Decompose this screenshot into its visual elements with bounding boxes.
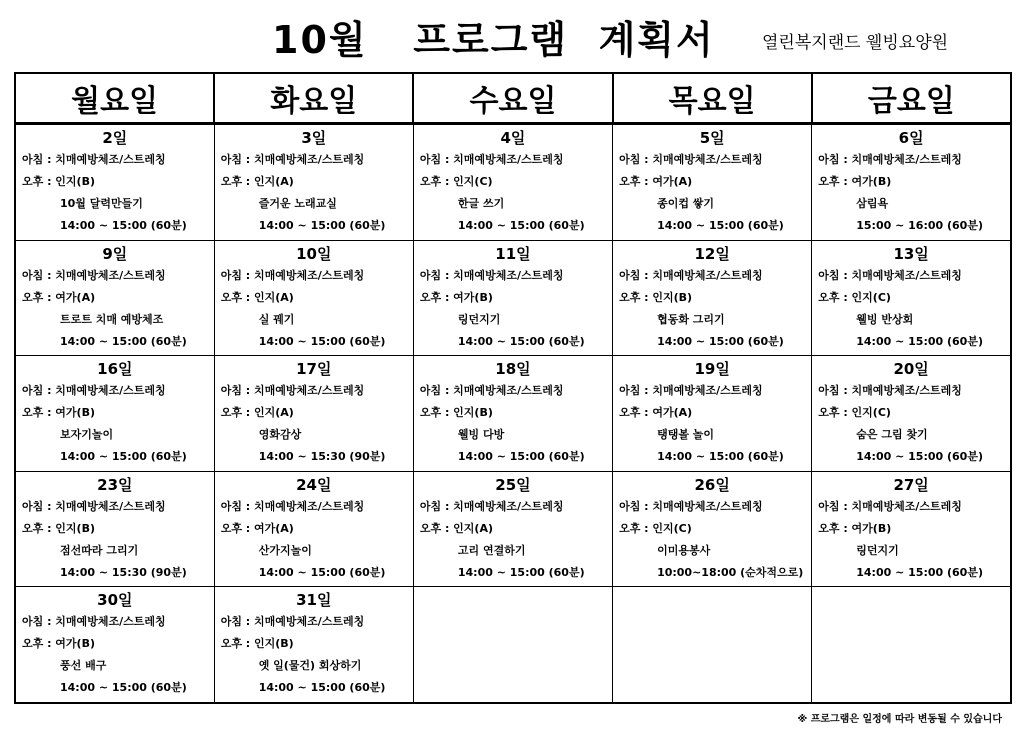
activity-time: 14:00 ~ 15:00 (60분) <box>457 565 585 579</box>
afternoon-program: 오후 : 여가(A) <box>220 521 294 535</box>
activity-time: 14:00 ~ 15:00 (60분) <box>856 450 983 464</box>
day-number: 6일 <box>898 129 924 147</box>
title-bar <box>0 14 1024 66</box>
day-number: 9일 <box>102 244 128 263</box>
afternoon-program: 오후 : 인지(B) <box>220 637 294 651</box>
afternoon-program: 오후 : 여가(B) <box>419 290 493 304</box>
morning-program: 아침 : 치매예방체조/스트레칭 <box>619 153 763 166</box>
day-cell <box>214 471 413 587</box>
week-row <box>15 356 1011 472</box>
activity-time: 14:00 ~ 15:00 (60분) <box>457 334 585 348</box>
empty-day-cell <box>613 587 812 703</box>
afternoon-program: 오후 : 인지(B) <box>22 521 96 535</box>
activity-name: 점선따라 그리기 <box>60 543 139 557</box>
activity-name: 고리 연결하기 <box>457 543 526 557</box>
weekday-header-row <box>15 73 1011 124</box>
day-number: 16일 <box>97 360 133 379</box>
activity-name: 종이컵 쌓기 <box>657 197 715 210</box>
morning-program: 아침 : 치매예방체조/스트레칭 <box>22 268 166 282</box>
day-cell <box>613 471 812 587</box>
day-cell <box>413 240 612 356</box>
morning-program: 아침 : 치매예방체조/스트레칭 <box>220 268 365 282</box>
day-number: 3일 <box>301 129 327 147</box>
activity-time: 14:00 ~ 15:00 (60분) <box>60 219 187 232</box>
day-cell <box>15 587 214 703</box>
activity-name: 숨은 그림 찾기 <box>856 428 928 442</box>
day-cell <box>214 240 413 356</box>
afternoon-program: 오후 : 여가(A) <box>619 175 693 188</box>
activity-name: 옛 일(물건) 회상하기 <box>258 659 362 673</box>
activity-name: 협동화 그리기 <box>657 312 725 326</box>
morning-program: 아침 : 치매예방체조/스트레칭 <box>220 615 365 629</box>
activity-name: 실 꿰기 <box>258 312 295 326</box>
morning-program: 아침 : 치매예방체조/스트레칭 <box>419 499 564 513</box>
day-cell <box>613 240 812 356</box>
day-number: 30일 <box>97 591 133 610</box>
afternoon-program: 오후 : 여가(B) <box>818 521 892 535</box>
day-cell <box>214 124 413 241</box>
morning-program: 아침 : 치매예방체조/스트레칭 <box>818 153 962 166</box>
day-number: 4일 <box>500 129 526 147</box>
afternoon-program: 오후 : 여가(A) <box>22 290 96 304</box>
activity-time: 10:00~18:00 (순차적으로) <box>657 565 804 579</box>
day-number: 27일 <box>893 475 929 494</box>
activity-time: 14:00 ~ 15:00 (60분) <box>457 219 585 232</box>
morning-program: 아침 : 치매예방체조/스트레칭 <box>619 499 763 513</box>
activity-time: 14:00 ~ 15:00 (60분) <box>856 334 983 348</box>
activity-name: 웰빙 반상회 <box>856 312 914 326</box>
activity-time: 14:00 ~ 15:00 (60분) <box>258 565 386 579</box>
morning-program: 아침 : 치매예방체조/스트레칭 <box>419 268 564 282</box>
day-cell <box>613 124 812 241</box>
day-cell <box>15 124 214 241</box>
activity-name: 10월 달력만들기 <box>60 197 143 210</box>
morning-program: 아침 : 치매예방체조/스트레칭 <box>818 499 962 513</box>
activity-time: 14:00 ~ 15:00 (60분) <box>657 219 784 232</box>
day-number: 12일 <box>694 244 730 263</box>
afternoon-program: 오후 : 인지(B) <box>419 406 493 420</box>
weekly-program-table <box>14 72 1012 704</box>
activity-time: 14:00 ~ 15:00 (60분) <box>60 681 187 695</box>
morning-program: 아침 : 치매예방체조/스트레칭 <box>22 615 166 629</box>
day-number: 24일 <box>296 475 332 494</box>
activity-name: 웰빙 다방 <box>457 428 505 442</box>
morning-program: 아침 : 치매예방체조/스트레칭 <box>220 153 365 166</box>
morning-program: 아침 : 치매예방체조/스트레칭 <box>818 268 962 282</box>
day-number: 17일 <box>296 360 332 379</box>
afternoon-program: 오후 : 여가(A) <box>619 406 693 420</box>
week-row <box>15 471 1011 587</box>
footnote: ※ 프로그램은 일정에 따라 변동될 수 있습니다 <box>797 714 1002 725</box>
morning-program: 아침 : 치매예방체조/스트레칭 <box>419 384 564 398</box>
day-number: 23일 <box>97 475 133 494</box>
activity-time: 14:00 ~ 15:00 (60분) <box>856 565 983 579</box>
morning-program: 아침 : 치매예방체조/스트레칭 <box>619 384 763 398</box>
day-number: 31일 <box>296 591 332 610</box>
day-cell <box>413 471 612 587</box>
day-number: 10일 <box>296 244 332 263</box>
day-number: 13일 <box>893 244 929 263</box>
header-monday: 월요일 <box>15 73 214 124</box>
day-number: 26일 <box>694 475 730 494</box>
day-number: 20일 <box>893 360 929 379</box>
activity-time: 14:00 ~ 15:00 (60분) <box>60 450 187 464</box>
activity-name: 산가지놀이 <box>258 543 312 557</box>
activity-time: 14:00 ~ 15:30 (90분) <box>60 565 187 579</box>
morning-program: 아침 : 치매예방체조/스트레칭 <box>419 153 564 166</box>
calendar-body <box>15 124 1011 704</box>
week-row <box>15 587 1011 703</box>
afternoon-program: 오후 : 인지(A) <box>220 175 294 188</box>
day-number: 11일 <box>495 244 531 263</box>
activity-time: 14:00 ~ 15:00 (60분) <box>60 334 187 348</box>
activity-name: 보자기놀이 <box>60 428 114 442</box>
week-row <box>15 124 1011 241</box>
morning-program: 아침 : 치매예방체조/스트레칭 <box>818 384 962 398</box>
afternoon-program: 오후 : 여가(B) <box>22 637 96 651</box>
afternoon-program: 오후 : 여가(B) <box>818 175 892 188</box>
week-row <box>15 240 1011 356</box>
day-cell <box>812 356 1011 472</box>
day-cell <box>413 356 612 472</box>
afternoon-program: 오후 : 인지(C) <box>818 406 891 420</box>
activity-time: 14:00 ~ 15:00 (60분) <box>258 219 386 232</box>
activity-name: 이미용봉사 <box>657 543 711 557</box>
day-number: 18일 <box>495 360 531 379</box>
afternoon-program: 오후 : 인지(C) <box>619 521 692 535</box>
morning-program: 아침 : 치매예방체조/스트레칭 <box>22 499 166 513</box>
day-number: 19일 <box>694 360 730 379</box>
afternoon-program: 오후 : 인지(A) <box>419 521 494 535</box>
day-cell <box>214 587 413 703</box>
morning-program: 아침 : 치매예방체조/스트레칭 <box>619 268 763 282</box>
activity-time: 14:00 ~ 15:30 (90분) <box>258 450 386 464</box>
day-cell <box>214 356 413 472</box>
activity-name: 한글 쓰기 <box>457 197 505 210</box>
activity-time: 14:00 ~ 15:00 (60분) <box>258 334 386 348</box>
afternoon-program: 오후 : 인지(A) <box>220 290 294 304</box>
day-cell <box>613 356 812 472</box>
day-cell <box>812 240 1011 356</box>
morning-program: 아침 : 치매예방체조/스트레칭 <box>220 499 365 513</box>
day-number: 25일 <box>495 475 531 494</box>
afternoon-program: 오후 : 인지(C) <box>419 175 493 188</box>
header-wednesday: 수요일 <box>413 73 612 124</box>
activity-name: 링던지기 <box>457 312 501 326</box>
empty-day-cell <box>812 587 1011 703</box>
organization-name: 열린복지랜드 웰빙요양원 <box>762 33 949 53</box>
day-number: 5일 <box>699 129 725 147</box>
header-friday: 금요일 <box>812 73 1011 124</box>
activity-time: 14:00 ~ 15:00 (60분) <box>457 450 585 464</box>
activity-name: 탱탱볼 놀이 <box>657 428 715 442</box>
day-cell <box>15 240 214 356</box>
activity-time: 15:00 ~ 16:00 (60분) <box>856 219 983 232</box>
activity-name: 트로트 치매 예방체조 <box>60 312 164 326</box>
day-cell <box>15 471 214 587</box>
day-cell <box>413 124 612 241</box>
activity-time: 14:00 ~ 15:00 (60분) <box>657 450 784 464</box>
activity-time: 14:00 ~ 15:00 (60분) <box>657 334 784 348</box>
afternoon-program: 오후 : 인지(A) <box>220 406 294 420</box>
activity-name: 영화감상 <box>258 428 302 442</box>
activity-name: 링던지기 <box>856 543 899 557</box>
activity-name: 풍선 배구 <box>60 659 107 673</box>
day-cell <box>812 471 1011 587</box>
afternoon-program: 오후 : 여가(B) <box>22 406 96 420</box>
afternoon-program: 오후 : 인지(B) <box>22 175 96 188</box>
day-cell <box>15 356 214 472</box>
activity-name: 즐거운 노래교실 <box>258 197 337 210</box>
header-thursday: 목요일 <box>613 73 812 124</box>
day-cell <box>812 124 1011 241</box>
empty-day-cell <box>413 587 612 703</box>
morning-program: 아침 : 치매예방체조/스트레칭 <box>22 153 166 166</box>
activity-name: 삼림욕 <box>856 197 889 210</box>
day-number: 2일 <box>102 129 128 147</box>
afternoon-program: 오후 : 인지(C) <box>818 290 891 304</box>
header-tuesday: 화요일 <box>214 73 413 124</box>
afternoon-program: 오후 : 인지(B) <box>619 290 693 304</box>
morning-program: 아침 : 치매예방체조/스트레칭 <box>220 384 365 398</box>
page-title: 10월 프로그램 계획서 <box>272 18 715 62</box>
activity-time: 14:00 ~ 15:00 (60분) <box>258 681 386 695</box>
morning-program: 아침 : 치매예방체조/스트레칭 <box>22 384 166 398</box>
